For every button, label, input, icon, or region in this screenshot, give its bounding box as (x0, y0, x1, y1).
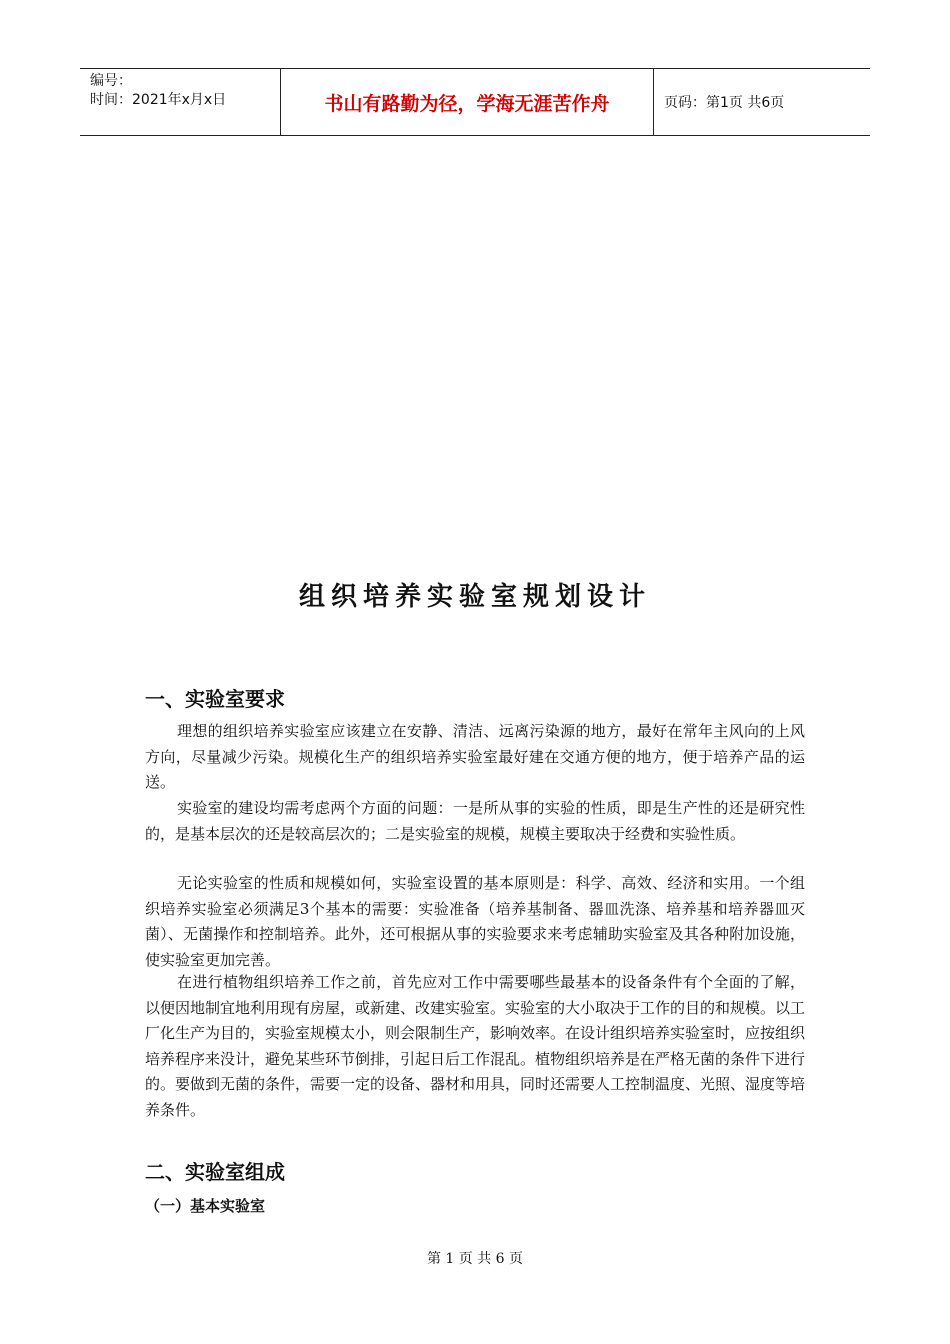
paragraph: 理想的组织培养实验室应该建立在安静、清洁、远离污染源的地方，最好在常年主风向的上风方向，尽量减少污染。规模化生产的组织培养实验室最好建在交通方便的地方，便于培养产品的运送。 (145, 722, 805, 791)
section-heading-requirements: 一、实验室要求 (145, 687, 285, 711)
header-page-info: 页码：第1页 共6页 (664, 95, 785, 111)
header-motto: 书山有路勤为径，学海无涯苦作舟 (281, 69, 654, 135)
subheading-basic-lab: （一）基本实验室 (145, 1197, 266, 1215)
document-title: 组织培养实验室规划设计 (298, 582, 651, 612)
section-heading-composition: 二、实验室组成 (145, 1160, 285, 1184)
time-label: 时间：2021年x月x日 (90, 92, 227, 108)
page-footer: 第 1 页 共 6 页 (426, 1251, 524, 1267)
number-label: 编号： (90, 73, 132, 89)
paragraph: 无论实验室的性质和规模如何，实验室设置的基本原则是：科学、高效、经济和实用。一个组织培养实验室必须满足3个基本的需要：实验准备（培养基制备、器皿洗涤、培养基和培养器皿灭菌）、无菌操作和控制培养。此外，还可根据从事的实验要求来考虑辅助实验室及其各种附加设施，使实验室更加完善。 (145, 874, 805, 969)
header-meta-cell (80, 69, 281, 135)
header-table (80, 68, 870, 136)
paragraph: 实验室的建设均需考虑两个方面的问题：一是所从事的实验的性质，即是生产性的还是研究性的，是基本层次的还是较高层次的；二是实验室的规模，规模主要取决于经费和实验性质。 (145, 799, 805, 843)
paragraph: 在进行植物组织培养工作之前，首先应对工作中需要哪些最基本的设备条件有个全面的了解，以便因地制宜地利用现有房屋，或新建、改建实验室。实验室的大小取决于工作的目的和规模。以工厂化生产为目的，实验室规模太小，则会限制生产，影响效率。在设计组织培养实验室时，应按组织培养程序来没计，避免某些环节倒排，引起日后工作混乱。植物组织培养是在严格无菌的条件下进行的。要做到无菌的条件，需要一定的设备、器材和用具，同时还需要人工控制温度、光照、湿度等培养条件。 (145, 973, 806, 1119)
